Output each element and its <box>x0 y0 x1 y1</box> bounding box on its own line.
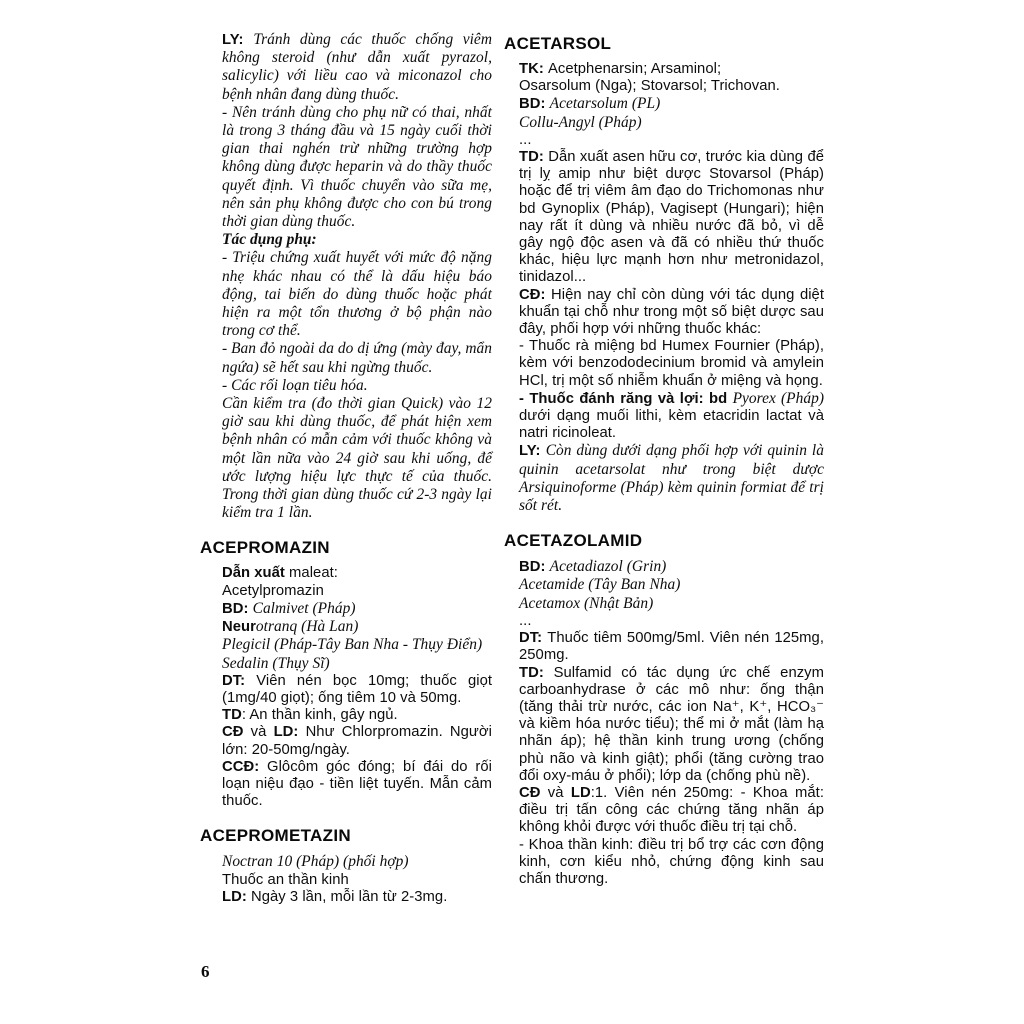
entry-paragraph <box>222 636 492 654</box>
text-segment: BD: <box>519 96 550 113</box>
text-segment: Acetamide (Tây Ban Nha) <box>519 576 681 594</box>
text-segment: - Thuốc đánh răng và lợi: bd <box>519 390 733 407</box>
text-segment: và <box>243 724 274 741</box>
entry-paragraph <box>222 655 492 673</box>
text-segment: Osarsolum (Nga); Stovarsol; Trichovan. <box>519 78 780 95</box>
text-segment: CĐ <box>222 724 244 741</box>
right-column <box>504 34 824 888</box>
text-segment: Tránh dùng các thuốc chống viêm không steroid (như dẫn xuất pyrazol, salicylic) với liều cao và miconazol cho bệnh nhân đang dùng thuốc. <box>222 31 492 103</box>
text-segment: TD: <box>519 149 549 166</box>
text-segment: Ngày 3 lần, mỗi lần từ 2-3mg. <box>250 888 448 905</box>
text-segment: Hiện nay chỉ còn dùng với tác dụng diệt khuẩn tại chỗ như trong một số biệt dược sau đây, phối hợp với những thuốc khác: <box>519 286 824 338</box>
entry-paragraph <box>519 287 824 339</box>
text-segment: Calmivet (Pháp) <box>252 599 356 617</box>
entry-paragraph <box>519 665 824 785</box>
text-segment: Cần kiểm tra (đo thời gian Quick) vào 12 giờ sau khi dùng thuốc, để phát hiện xem bệnh nhân có mẫn cảm với thuốc không và một lần nữa vào 24 giờ sau khi uống, để ước lượng hiệu lực thực tế của thuốc. Trong thời gian dùng thuốc cứ 2-3 ngày lại kiểm tra 1 lần. <box>222 395 492 522</box>
text-segment: maleat: <box>284 565 338 582</box>
text-segment: ... <box>519 131 532 148</box>
text-segment: Sedalin (Thụy Sĩ) <box>222 654 330 672</box>
text-segment: Như Chlorpromazin. Người lớn: 20-50mg/ngày. <box>222 724 492 758</box>
text-segment: Viên nén bọc 10mg; thuốc giọt (1mg/40 giọt); ống tiêm 10 và 50mg. <box>222 672 493 706</box>
drug-name-heading: ACETAZOLAMID <box>504 531 643 551</box>
text-segment: - Khoa thần kinh: điều trị bổ trợ các cơn động kinh, cơn kiểu nhỏ, chứng động kinh sau chấn thương. <box>519 836 824 887</box>
entry-paragraph <box>222 31 492 104</box>
entry-paragraph <box>222 249 492 340</box>
text-segment: :1. Viên nén 250mg: - Khoa mắt: điều trị tấn công các chứng tăng nhãn áp không khỏi được với thuốc điều trị tại chỗ. <box>519 784 824 836</box>
entry-paragraph <box>519 95 824 113</box>
entry-paragraph <box>519 595 824 613</box>
text-segment: Noctran 10 (Pháp) (phối hợp) <box>222 853 409 871</box>
entry-paragraph <box>519 785 824 837</box>
text-segment: DT: <box>222 672 257 689</box>
entry-paragraph <box>222 889 492 906</box>
entry-paragraph <box>222 377 492 395</box>
entry-paragraph <box>222 565 492 582</box>
text-segment: TK: <box>519 61 548 77</box>
entry-paragraph <box>222 724 492 758</box>
text-segment: - Thuốc rà miệng bd Humex Fournier (Pháp), kèm với benzododecinium bromid và amylein HCl, trị một số nhiễm khuẩn ở miệng và họng. <box>519 338 824 389</box>
entry-paragraph <box>519 558 824 576</box>
entry-paragraph <box>519 390 824 443</box>
entry-paragraph <box>222 340 492 376</box>
entry-paragraph <box>222 853 492 871</box>
text-segment: Thuốc tiêm 500mg/5ml. Viên nén 125mg, 250mg. <box>519 630 825 664</box>
entry-paragraph <box>519 338 824 390</box>
entry-paragraph <box>519 630 824 664</box>
text-segment: Acetadiazol (Grin) <box>549 558 667 576</box>
drug-name-heading: ACEPROMETAZIN <box>200 826 351 846</box>
text-segment: - Các rối loạn tiêu hóa. <box>222 376 368 394</box>
text-segment: Neur <box>222 619 256 636</box>
text-segment: Acetphenarsin; Arsaminol; <box>547 61 722 77</box>
text-segment: LD: <box>222 888 251 905</box>
text-segment: LY: <box>519 443 546 460</box>
entry-paragraph <box>222 618 492 636</box>
entry-paragraph <box>519 837 824 889</box>
entry-paragraph <box>222 231 492 249</box>
text-segment: CĐ: <box>519 286 552 303</box>
entry-paragraph <box>519 149 824 287</box>
text-segment: BD: <box>519 559 550 576</box>
text-segment: Acetarsolum (PL) <box>549 95 661 113</box>
text-segment: Dẫn xuất asen hữu cơ, trước kia dùng để trị lỵ amip như biệt dược Stovarsol (Pháp) hoặc để trị viêm âm đạo do Trichomonas như bd Gynoplix (Pháp), Vagisept (Hungari); hiện nay rất ít dùng và nhiều nước đã bỏ, vì dễ gây ngộ độc asen và đã có nhiều thứ thuốc khác, hiệu lực mạnh hơn như metronidazol, tinidazol... <box>519 149 825 286</box>
text-segment: - Ban đỏ ngoài da do dị ứng (mày đay, mẩn ngứa) sẽ hết sau khi ngừng thuốc. <box>222 340 492 376</box>
entry-paragraph <box>519 61 824 78</box>
page-number: 6 <box>201 962 210 981</box>
entry-paragraph <box>519 613 824 630</box>
text-segment: Tác dụng phụ: <box>222 231 317 249</box>
text-segment: TD: <box>519 664 554 681</box>
text-segment: BD: <box>222 600 253 617</box>
entry-paragraph <box>222 583 492 600</box>
text-segment: Thuốc an thần kinh <box>222 871 349 888</box>
text-segment: Plegicil (Pháp-Tây Ban Nha - Thụy Điển) <box>222 636 483 654</box>
text-segment: Pyorex (Pháp) <box>732 389 825 407</box>
text-segment: CĐ <box>519 784 541 801</box>
entry-paragraph <box>519 442 824 515</box>
text-segment: LD <box>570 784 591 801</box>
entry-paragraph <box>222 707 492 724</box>
entry-paragraph <box>222 673 492 707</box>
text-segment: LD: <box>273 724 306 741</box>
entry-paragraph <box>519 78 824 95</box>
text-segment: Sulfamid có tác dụng ức chế enzym carboanhydrase ở các mô như: ống thận (tăng thải trừ nước, các ion Na⁺, K⁺, HCO₃⁻ và kiềm hóa nước tiểu); thể mi ở mắt (làm hạ nhãn áp); hệ thần kinh trung ương (chống phù não và kinh giật); phổi (tăng cường trao đổi oxy-máu ở phổi); lớp da (chống phù nề). <box>519 664 824 784</box>
text-segment: và <box>540 784 571 801</box>
text-segment: LY: <box>222 32 254 48</box>
text-segment: Collu-Angyl (Pháp) <box>519 113 642 131</box>
entry-paragraph <box>222 104 492 231</box>
text-segment: Còn dùng dưới dạng phối hợp với quinin là quinin acetarsolat như trong biệt dược Arsiquinoforme (Pháp) kèm quinin formiat để trị sốt rét. <box>519 442 824 515</box>
left-column <box>200 31 492 906</box>
entry-paragraph <box>222 395 492 522</box>
text-segment: Glôcôm góc đóng; bí đái do rối loạn niệu đạo - tiền liệt tuyến. Mẫn cảm thuốc. <box>222 758 492 810</box>
text-segment: otranq (Hà Lan) <box>255 618 359 636</box>
text-segment: DT: <box>519 630 548 647</box>
entry-paragraph <box>519 114 824 132</box>
drug-name-heading: ACEPROMAZIN <box>200 538 330 558</box>
entry-paragraph <box>222 759 492 811</box>
text-segment: ... <box>519 612 532 629</box>
text-segment: dưới dạng muối lithi, kèm etacridin lactat và natri ricinoleat. <box>519 408 824 442</box>
text-segment: - Triệu chứng xuất huyết với mức độ nặng nhẹ khác nhau có thể là dấu hiệu báo động, tai biến do dùng thuốc hoặc phát hiện ra một tổn thương ở bộ phận nào trong cơ thể. <box>222 249 492 340</box>
text-segment: CCĐ: <box>222 758 268 775</box>
drug-name-heading: ACETARSOL <box>504 34 612 53</box>
text-segment: TD <box>222 707 242 724</box>
text-segment: - Nên tránh dùng cho phụ nữ có thai, nhất là trong 3 tháng đầu và 15 ngày cuối thời gian thai nghén trừ những trường hợp không dùng được heparin và do thầy thuốc quyết định. Vì thuốc chuyển vào sữa mẹ, nên sản phụ không được cho con bú trong thời gian dùng thuốc. <box>222 103 492 231</box>
entry-paragraph <box>519 576 824 594</box>
entry-paragraph <box>222 872 492 889</box>
text-segment: Acetylpromazin <box>222 582 324 599</box>
entry-paragraph <box>222 600 492 618</box>
text-segment: Dẫn xuất <box>222 565 285 582</box>
text-segment: Acetamox (Nhật Bản) <box>519 594 654 612</box>
entry-paragraph <box>519 132 824 149</box>
text-segment: : An thần kinh, gây ngủ. <box>241 707 398 724</box>
